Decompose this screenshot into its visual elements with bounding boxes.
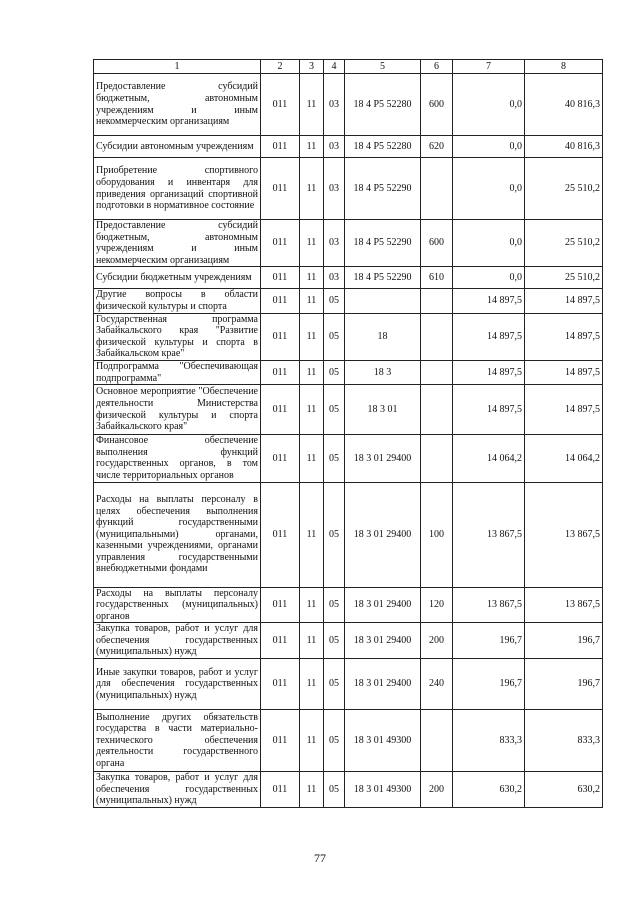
amount-col-7: 14 897,5 bbox=[453, 360, 525, 384]
admin-code: 011 bbox=[261, 360, 300, 384]
expense-type-code: 610 bbox=[421, 267, 453, 289]
expense-type-code: 620 bbox=[421, 136, 453, 158]
expense-type-code bbox=[421, 385, 453, 435]
row-description: Субсидии автономным учреждениям bbox=[94, 136, 261, 158]
section-code: 11 bbox=[300, 482, 324, 587]
table-row bbox=[94, 136, 603, 158]
admin-code: 011 bbox=[261, 267, 300, 289]
table-row bbox=[94, 289, 603, 313]
admin-code: 011 bbox=[261, 220, 300, 267]
section-code: 11 bbox=[300, 360, 324, 384]
target-article-code: 18 4 P5 52280 bbox=[345, 74, 421, 136]
section-code: 11 bbox=[300, 220, 324, 267]
expense-type-code bbox=[421, 289, 453, 313]
amount-col-8: 196,7 bbox=[525, 659, 603, 710]
expense-type-code: 240 bbox=[421, 659, 453, 710]
expense-type-code: 100 bbox=[421, 482, 453, 587]
amount-col-8: 25 510,2 bbox=[525, 220, 603, 267]
table-row bbox=[94, 158, 603, 220]
target-article-code: 18 4 P5 52290 bbox=[345, 158, 421, 220]
target-article-code: 18 3 01 29400 bbox=[345, 659, 421, 710]
expense-type-code: 120 bbox=[421, 587, 453, 623]
target-article-code bbox=[345, 289, 421, 313]
table-row bbox=[94, 313, 603, 360]
subsection-code: 05 bbox=[324, 710, 345, 772]
amount-col-7: 196,7 bbox=[453, 623, 525, 659]
admin-code: 011 bbox=[261, 710, 300, 772]
expense-type-code bbox=[421, 313, 453, 360]
amount-col-8: 14 897,5 bbox=[525, 289, 603, 313]
section-code: 11 bbox=[300, 313, 324, 360]
expense-type-code bbox=[421, 158, 453, 220]
header-row bbox=[94, 60, 603, 74]
section-code: 11 bbox=[300, 158, 324, 220]
target-article-code: 18 3 bbox=[345, 360, 421, 384]
amount-col-7: 13 867,5 bbox=[453, 482, 525, 587]
row-description: Закупка товаров, работ и услуг для обеспечения государственных (муниципальных) нужд bbox=[94, 772, 261, 808]
table-row bbox=[94, 360, 603, 384]
table-row bbox=[94, 710, 603, 772]
admin-code: 011 bbox=[261, 587, 300, 623]
amount-col-7: 14 064,2 bbox=[453, 435, 525, 482]
table-row bbox=[94, 74, 603, 136]
subsection-code: 03 bbox=[324, 220, 345, 267]
row-description: Предоставление субсидий бюджетным, автономным учреждениям и иным некоммерческим организациям bbox=[94, 220, 261, 267]
admin-code: 011 bbox=[261, 74, 300, 136]
amount-col-8: 13 867,5 bbox=[525, 482, 603, 587]
amount-col-7: 0,0 bbox=[453, 267, 525, 289]
section-code: 11 bbox=[300, 267, 324, 289]
admin-code: 011 bbox=[261, 435, 300, 482]
subsection-code: 05 bbox=[324, 385, 345, 435]
section-code: 11 bbox=[300, 772, 324, 808]
expense-type-code bbox=[421, 360, 453, 384]
target-article-code: 18 bbox=[345, 313, 421, 360]
row-description: Выполнение других обязательств государства в части материально-технического обеспечения деятельности государственного органа bbox=[94, 710, 261, 772]
target-article-code: 18 3 01 29400 bbox=[345, 435, 421, 482]
amount-col-7: 0,0 bbox=[453, 220, 525, 267]
row-description: Основное мероприятие "Обеспечение деятельности Министерства физической культуры и спорта Забайкальского края" bbox=[94, 385, 261, 435]
header-col-2: 2 bbox=[261, 60, 300, 74]
amount-col-8: 13 867,5 bbox=[525, 587, 603, 623]
budget-table bbox=[93, 59, 603, 808]
admin-code: 011 bbox=[261, 289, 300, 313]
subsection-code: 05 bbox=[324, 360, 345, 384]
target-article-code: 18 3 01 29400 bbox=[345, 587, 421, 623]
header-col-1: 1 bbox=[94, 60, 261, 74]
admin-code: 011 bbox=[261, 623, 300, 659]
target-article-code: 18 3 01 49300 bbox=[345, 772, 421, 808]
row-description: Другие вопросы в области физической культуры и спорта bbox=[94, 289, 261, 313]
target-article-code: 18 3 01 29400 bbox=[345, 482, 421, 587]
row-description: Государственная программа Забайкальского края "Развитие физической культуры и спорта в Забайкальском крае" bbox=[94, 313, 261, 360]
table-row bbox=[94, 385, 603, 435]
subsection-code: 05 bbox=[324, 772, 345, 808]
amount-col-7: 14 897,5 bbox=[453, 313, 525, 360]
header-col-7: 7 bbox=[453, 60, 525, 74]
header-col-8: 8 bbox=[525, 60, 603, 74]
admin-code: 011 bbox=[261, 385, 300, 435]
amount-col-7: 196,7 bbox=[453, 659, 525, 710]
header-col-5: 5 bbox=[345, 60, 421, 74]
row-description: Субсидии бюджетным учреждениям bbox=[94, 267, 261, 289]
amount-col-7: 0,0 bbox=[453, 136, 525, 158]
subsection-code: 03 bbox=[324, 267, 345, 289]
table-row bbox=[94, 623, 603, 659]
subsection-code: 03 bbox=[324, 136, 345, 158]
amount-col-7: 14 897,5 bbox=[453, 385, 525, 435]
section-code: 11 bbox=[300, 385, 324, 435]
subsection-code: 05 bbox=[324, 623, 345, 659]
subsection-code: 05 bbox=[324, 435, 345, 482]
subsection-code: 05 bbox=[324, 313, 345, 360]
expense-type-code bbox=[421, 710, 453, 772]
subsection-code: 03 bbox=[324, 74, 345, 136]
amount-col-8: 14 897,5 bbox=[525, 313, 603, 360]
expense-type-code: 600 bbox=[421, 220, 453, 267]
expense-type-code: 200 bbox=[421, 772, 453, 808]
header-col-6: 6 bbox=[421, 60, 453, 74]
row-description: Приобретение спортивного оборудования и инвентаря для приведения организаций спортивной подготовки в нормативное состояние bbox=[94, 158, 261, 220]
amount-col-8: 14 897,5 bbox=[525, 385, 603, 435]
row-description: Подпрограмма "Обеспечивающая подпрограмма" bbox=[94, 360, 261, 384]
row-description: Расходы на выплаты персоналу в целях обеспечения выполнения функций государственными (муниципальными) органами, казенными учреждениями, органами управления государственными внебюджетными фондами bbox=[94, 482, 261, 587]
amount-col-7: 0,0 bbox=[453, 158, 525, 220]
section-code: 11 bbox=[300, 623, 324, 659]
subsection-code: 05 bbox=[324, 289, 345, 313]
subsection-code: 03 bbox=[324, 158, 345, 220]
admin-code: 011 bbox=[261, 136, 300, 158]
target-article-code: 18 3 01 bbox=[345, 385, 421, 435]
row-description: Закупка товаров, работ и услуг для обеспечения государственных (муниципальных) нужд bbox=[94, 623, 261, 659]
expense-type-code: 600 bbox=[421, 74, 453, 136]
amount-col-8: 833,3 bbox=[525, 710, 603, 772]
target-article-code: 18 4 P5 52290 bbox=[345, 220, 421, 267]
amount-col-8: 25 510,2 bbox=[525, 158, 603, 220]
section-code: 11 bbox=[300, 710, 324, 772]
row-description: Иные закупки товаров, работ и услуг для обеспечения государственных (муниципальных) нужд bbox=[94, 659, 261, 710]
row-description: Предоставление субсидий бюджетным, автономным учреждениям и иным некоммерческим организациям bbox=[94, 74, 261, 136]
subsection-code: 05 bbox=[324, 587, 345, 623]
amount-col-7: 833,3 bbox=[453, 710, 525, 772]
header-col-3: 3 bbox=[300, 60, 324, 74]
section-code: 11 bbox=[300, 659, 324, 710]
table-row bbox=[94, 435, 603, 482]
amount-col-8: 14 897,5 bbox=[525, 360, 603, 384]
amount-col-8: 196,7 bbox=[525, 623, 603, 659]
admin-code: 011 bbox=[261, 772, 300, 808]
expense-type-code bbox=[421, 435, 453, 482]
expense-type-code: 200 bbox=[421, 623, 453, 659]
target-article-code: 18 3 01 49300 bbox=[345, 710, 421, 772]
header-col-4: 4 bbox=[324, 60, 345, 74]
section-code: 11 bbox=[300, 587, 324, 623]
table-row bbox=[94, 482, 603, 587]
table-row bbox=[94, 220, 603, 267]
amount-col-7: 0,0 bbox=[453, 74, 525, 136]
amount-col-8: 25 510,2 bbox=[525, 267, 603, 289]
admin-code: 011 bbox=[261, 313, 300, 360]
subsection-code: 05 bbox=[324, 659, 345, 710]
amount-col-8: 630,2 bbox=[525, 772, 603, 808]
table-row bbox=[94, 267, 603, 289]
admin-code: 011 bbox=[261, 158, 300, 220]
amount-col-8: 14 064,2 bbox=[525, 435, 603, 482]
amount-col-8: 40 816,3 bbox=[525, 136, 603, 158]
amount-col-7: 14 897,5 bbox=[453, 289, 525, 313]
table-row bbox=[94, 659, 603, 710]
amount-col-8: 40 816,3 bbox=[525, 74, 603, 136]
admin-code: 011 bbox=[261, 482, 300, 587]
section-code: 11 bbox=[300, 74, 324, 136]
admin-code: 011 bbox=[261, 659, 300, 710]
table-row bbox=[94, 772, 603, 808]
table-row bbox=[94, 587, 603, 623]
subsection-code: 05 bbox=[324, 482, 345, 587]
section-code: 11 bbox=[300, 289, 324, 313]
target-article-code: 18 3 01 29400 bbox=[345, 623, 421, 659]
amount-col-7: 13 867,5 bbox=[453, 587, 525, 623]
page-number: 77 bbox=[314, 851, 326, 865]
target-article-code: 18 4 P5 52280 bbox=[345, 136, 421, 158]
amount-col-7: 630,2 bbox=[453, 772, 525, 808]
table-body bbox=[94, 74, 603, 808]
target-article-code: 18 4 P5 52290 bbox=[345, 267, 421, 289]
row-description: Расходы на выплаты персоналу государственных (муниципальных) органов bbox=[94, 587, 261, 623]
table-header bbox=[94, 60, 603, 74]
section-code: 11 bbox=[300, 136, 324, 158]
section-code: 11 bbox=[300, 435, 324, 482]
row-description: Финансовое обеспечение выполнения функций государственных органов, в том числе территориальных органов bbox=[94, 435, 261, 482]
